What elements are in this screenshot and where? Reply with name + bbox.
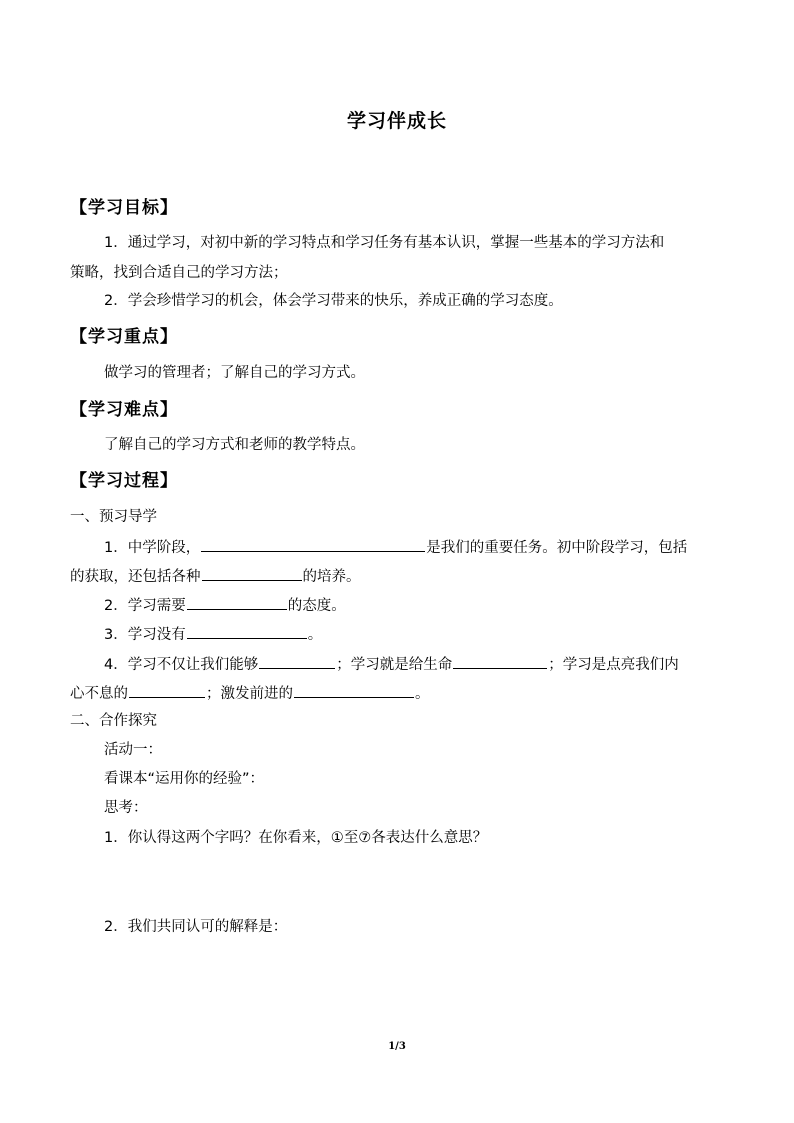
question-4-text-f: 。 [415,686,430,702]
fill-blank[interactable] [453,653,547,669]
question-3-text-b: 。 [307,627,323,643]
objective-item-1-line-2: 策略，找到合适自己的学习方法； [70,265,288,281]
question-1-text-c: 的获取，还包括各种 [70,569,201,585]
fill-blank[interactable] [187,623,307,639]
question-2-text-a: 2．学习需要 [104,598,186,614]
question-1-line-1 [104,536,687,558]
page-title: 学习伴成长 [346,110,447,132]
question-3 [104,623,322,645]
question-1-text-d: 的培养。 [302,569,361,585]
fill-blank[interactable] [294,682,414,698]
question-2 [104,594,346,616]
objective-item-2: 2．学会珍惜学习的机会，体会学习带来的快乐，养成正确的学习态度。 [104,293,563,309]
objective-item-1-line-1: 1．通过学习，对初中新的学习特点和学习任务有基本认识，掌握一些基本的学习方法和 [104,235,665,251]
question-1-text-a: 1．中学阶段， [104,540,201,556]
fill-blank[interactable] [201,536,425,552]
focus-heading: 【学习重点】 [70,327,178,347]
part1-heading: 一、预习导学 [70,509,157,525]
question-4-text-e: ；激发前进的 [206,686,293,702]
focus-text: 做学习的管理者；了解自己的学习方式。 [104,365,365,381]
objectives-heading: 【学习目标】 [70,198,178,218]
question-4-text-d: 心不息的 [70,686,128,702]
question-2-text-b: 的态度。 [287,598,346,614]
question-4-text-b: ；学习就是给生命 [336,657,453,673]
process-heading: 【学习过程】 [70,471,178,491]
activity-instruction: 看课本“运用你的经验”： [104,771,265,787]
discussion-question-1: 1．你认得这两个字吗？在你看来，①至⑦各表达什么意思？ [104,830,488,846]
fill-blank[interactable] [202,565,302,581]
question-3-text-a: 3．学习没有 [104,627,186,643]
difficulty-heading: 【学习难点】 [70,400,178,420]
question-4-text-c: ；学习是点亮我们内 [548,657,679,673]
discussion-question-2: 2．我们共同认可的解释是： [104,919,288,935]
question-4-text-a: 4．学习不仅让我们能够 [104,657,259,673]
activity-label: 活动一： [104,742,162,758]
page-number: 1/3 [388,1041,406,1052]
question-4-line-1 [104,653,679,675]
fill-blank[interactable] [129,682,205,698]
question-1-line-2 [70,565,361,587]
part2-heading: 二、合作探究 [70,713,157,729]
fill-blank[interactable] [187,594,287,610]
difficulty-text: 了解自己的学习方式和老师的教学特点。 [104,437,365,453]
fill-blank[interactable] [259,653,335,669]
think-label: 思考： [104,800,148,816]
question-1-text-b: 是我们的重要任务。初中阶段学习，包括 [426,540,688,556]
question-4-line-2 [70,682,430,704]
